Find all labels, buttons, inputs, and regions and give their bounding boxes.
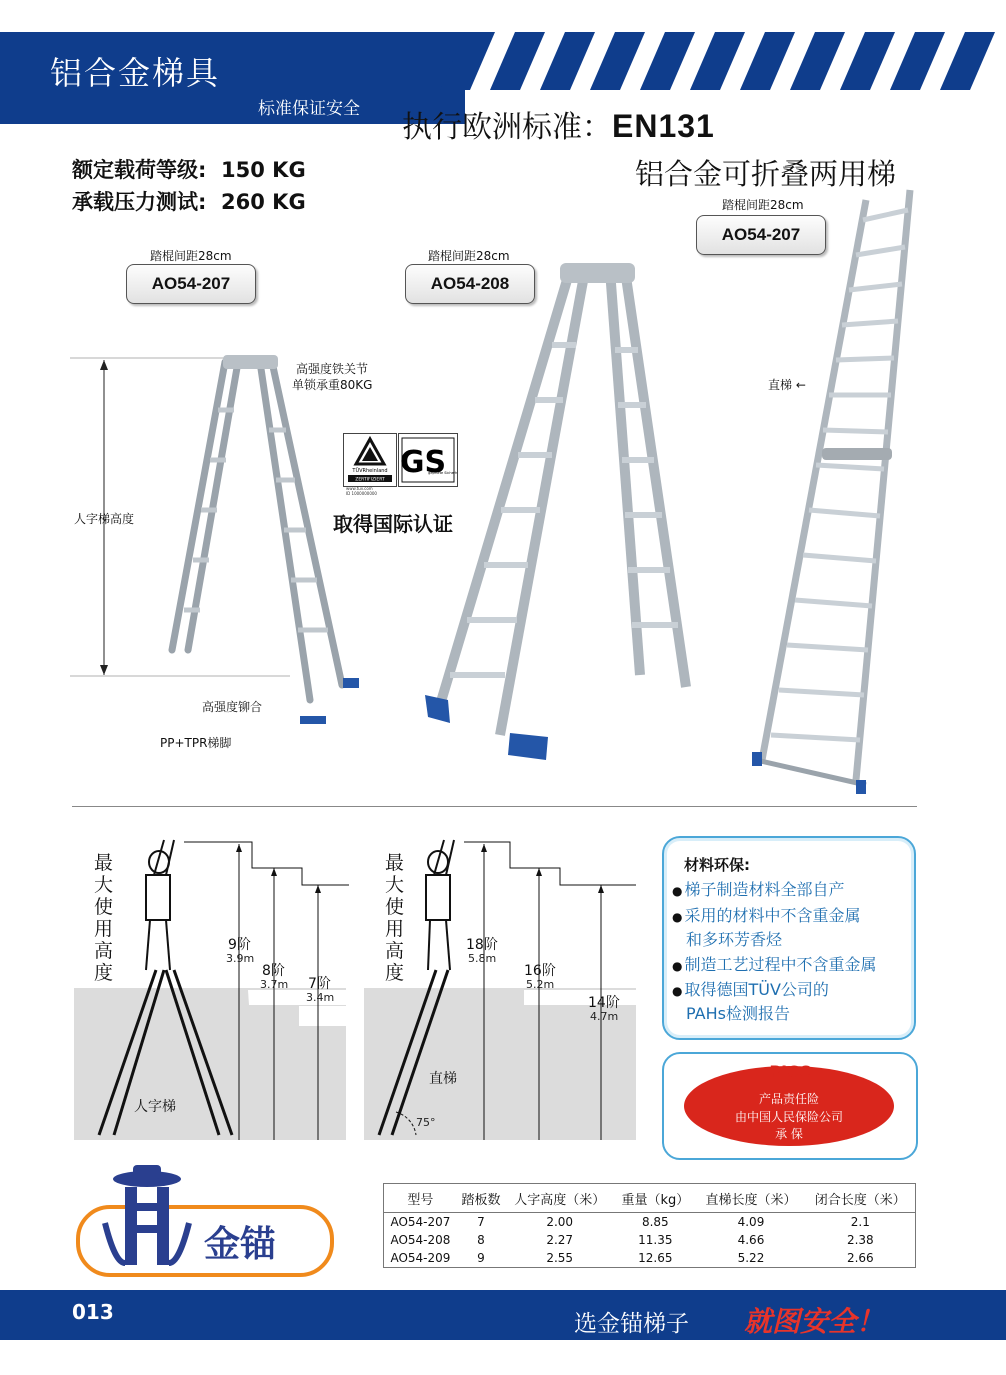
svg-text:geprüfte Sicherheit: geprüfte Sicherh [428,471,457,475]
page-title: 铝合金梯具 [50,54,221,92]
load-spec [72,154,306,184]
page-number: 013 [72,1300,114,1324]
level-height-a3: 3.4m [306,991,335,1004]
model-bubble-1: AO54-207 [126,264,256,304]
env-item-2b: 和多环芳香烃 [686,930,783,949]
level-height-s1: 5.8m [468,952,497,965]
standard-label: 执行欧洲标准： [402,110,612,145]
rung-spacing-1: 踏棍间距28cm [150,249,232,263]
insurance-box [662,1052,918,1160]
model-bubble-3: AO54-207 [696,215,826,255]
env-item-1: ● 梯子制造材料全部自产 [672,880,845,899]
hinge-load-annotation: 单锁承重80KG [292,378,373,392]
picc-line1: 产品责任险 [758,1092,819,1106]
angle-label: 75° [416,1116,436,1129]
straight-ladder [748,180,928,800]
certification-title: 取得国际认证 [333,512,453,536]
environment-box [662,836,916,1040]
picc-line3: 承 保 [775,1127,803,1141]
level-height-s2: 5.2m [526,978,555,991]
level-steps-a3: 7阶 [308,976,331,992]
footer-slogan-highlight: 就图安全！ [744,1305,885,1338]
env-item-3: ● 制造工艺过程中不含重金属 [672,955,877,974]
model-bubble-2: AO54-208 [405,264,535,304]
max-height-label-1: 最大使用高度 [94,852,114,984]
a-frame-label: 人字梯 [134,1099,176,1115]
col-model: 型号 [384,1184,457,1213]
section-divider [72,806,917,807]
test-label: 承载压力测试: [72,190,207,214]
env-item-4b: PAHs检测报告 [686,1004,790,1023]
anchor-man-logo-icon [95,1163,205,1268]
straight-usage-diagram [364,830,639,1142]
test-value: 260 KG [221,190,306,214]
straight-label: 直梯 [429,1071,457,1087]
tuv-id: www.tuv.com ID 1000000000 [346,486,377,496]
test-spec [72,186,306,216]
spec-table [383,1183,916,1268]
table-row: AO54-209 9 2.55 12.65 5.22 2.66 [390,1251,874,1265]
level-height-a1: 3.9m [226,952,255,965]
level-height-a2: 3.7m [260,978,289,991]
tuv-logo-icon [343,433,397,487]
rung-spacing-2: 踏棍间距28cm [428,249,510,263]
svg-text:GS: GS [399,445,447,480]
level-steps-a2: 8阶 [262,963,285,979]
header-stripes [440,32,1006,90]
picc-line2: 由中国人民保险公司 [734,1110,843,1124]
level-height-s3: 4.7m [590,1010,619,1023]
table-row: AO54-207 7 2.00 8.85 4.09 2.1 [390,1215,870,1229]
a-frame-ladder-large [410,255,710,775]
svg-text:ZERTIFIZIERT: ZERTIFIZIERT [355,477,385,483]
brand-name: 金锚 [204,1224,277,1265]
standard-code: EN131 [612,108,715,144]
env-item-4: ● 取得德国TÜV公司的 [672,980,829,999]
folding-ladder-title: 铝合金可折叠两用梯 [635,157,897,191]
table-header-row [384,1184,916,1213]
height-annotation: 人字梯高度 [74,512,135,526]
col-aframe-height: 人字高度（米） [505,1184,614,1213]
feet-annotation: PP+TPR梯脚 [160,736,232,750]
rivet-annotation: 高强度铆合 [202,700,263,714]
col-weight: 重量（kg） [614,1184,696,1213]
col-straight-length: 直梯长度（米） [696,1184,805,1213]
straight-annotation: 直梯 ← [768,378,806,392]
footer-slogan: 选金锚梯子 [574,1311,689,1337]
standard-line [402,102,715,146]
environment-title: 材料环保: [684,856,750,874]
load-label: 额定载荷等级: [72,158,207,182]
hinge-annotation: 高强度铁关节 [296,362,369,376]
col-closed-length: 闭合长度（米） [806,1184,916,1213]
col-steps: 踏板数 [457,1184,505,1213]
svg-text:TÜVRheinland: TÜVRheinland [352,468,388,474]
level-steps-a1: 9阶 [228,937,251,953]
gs-logo-icon [398,433,458,487]
load-value: 150 KG [221,158,306,182]
level-steps-s3: 14阶 [588,995,620,1011]
env-item-2: ● 采用的材料中不含重金属 [672,906,861,925]
max-height-label-2: 最大使用高度 [385,852,405,984]
rung-spacing-3: 踏棍间距28cm [722,198,804,212]
table-row: AO54-208 8 2.27 11.35 4.66 2.38 [390,1233,874,1247]
level-steps-s1: 18阶 [466,937,498,953]
picc-title: PICC [769,1062,811,1081]
a-frame-ladder-small [60,340,400,760]
level-steps-s2: 16阶 [524,963,556,979]
page-subtitle: 标准保证安全 [258,99,360,119]
